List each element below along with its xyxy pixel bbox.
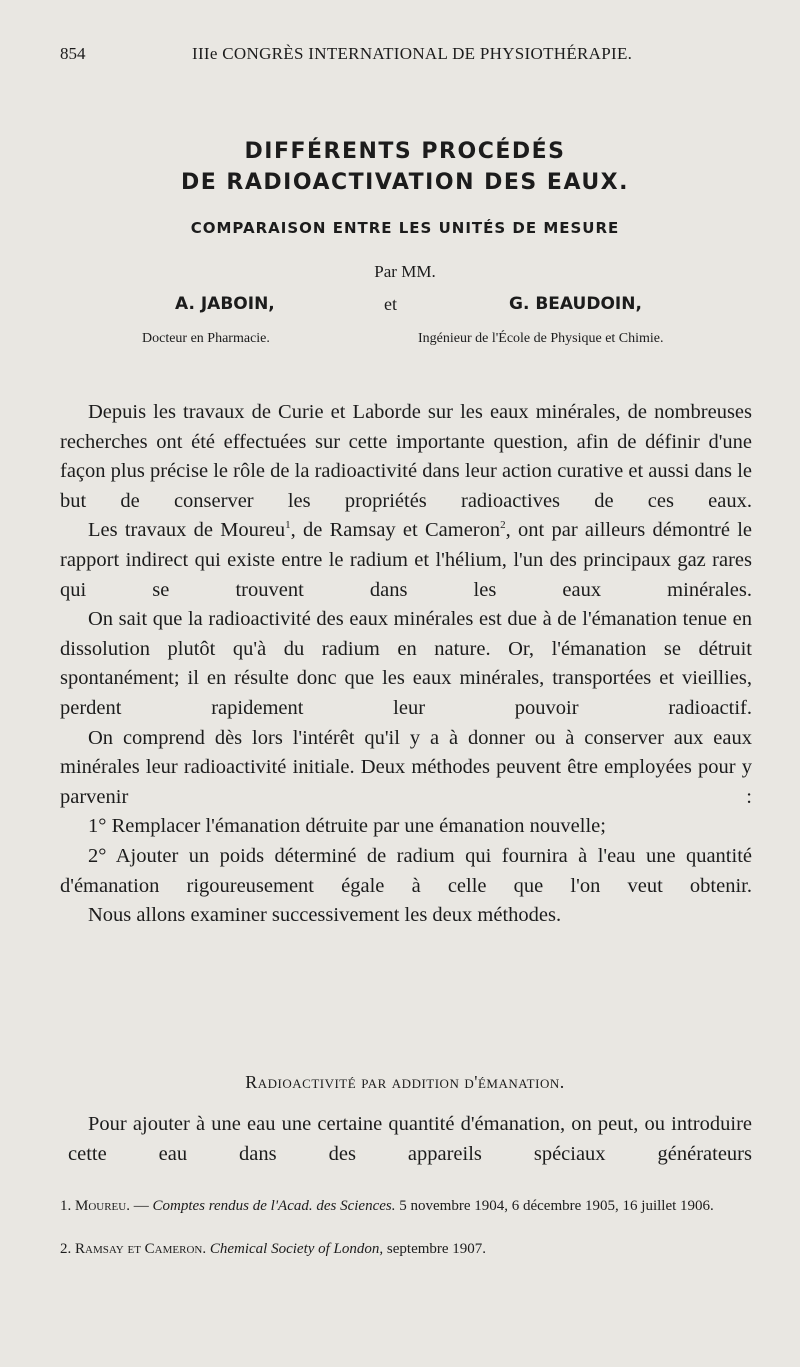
- paragraph-works-part3: , ont par ailleurs démontré le rapport indirect qui existe entre le radium et l'hélium, l'un des principaux gaz rares qui se trouvent dans les eaux minérales.: [60, 519, 753, 601]
- paragraph-method-2: 2° Ajouter un poids déterminé de radium qui fournira à l'eau une quantité d'émanation rigoureusement égale à celle que l'on veut obtenir.: [60, 844, 752, 897]
- running-title: IIIe CONGRÈS INTERNATIONAL DE PHYSIOTHÉRAPIE.: [192, 44, 633, 63]
- running-header: [60, 44, 750, 70]
- author-beaudoin: G. BEAUDOIN,: [509, 294, 642, 314]
- footnote-2-number: 2.: [60, 1241, 72, 1257]
- byline-conjunction: et: [384, 294, 397, 314]
- paragraph-methods: On comprend dès lors l'intérêt qu'il y a à donner ou à conserver aux eaux minérales leur radioactivité initiale. Deux méthodes peuvent être employées pour y parvenir :: [60, 726, 752, 808]
- author-role-jaboin: Docteur en Pharmacie.: [142, 331, 270, 346]
- paragraph-works-part1: Les travaux de Moureu: [88, 519, 286, 542]
- footnote-ref-1: 1: [285, 519, 291, 532]
- footnote-2: [60, 1239, 750, 1259]
- paragraph-works-part2: , de Ramsay et Cameron: [290, 519, 501, 542]
- footnote-1-details: 5 novembre 1904, 6 décembre 1905, 16 juillet 1906.: [399, 1198, 714, 1214]
- article-title-line-1: DIFFÉRENTS PROCÉDÉS: [244, 139, 566, 164]
- paragraph-examine: Nous allons examiner successivement les deux méthodes.: [88, 904, 562, 927]
- section-body: [68, 1110, 752, 1169]
- paragraph-intro: Depuis les travaux de Curie et Laborde sur les eaux minérales, de nombreuses recherches ont été effectuées sur cette importante question, afin de définir d'une façon plus précise le rôle de la radioactivité dans leur action curative et aussi dans le but de conserver les propriétés radioactives de ces eaux.: [60, 401, 752, 512]
- footnote-2-author: Ramsay et Cameron.: [75, 1241, 207, 1257]
- byline-par: Par MM.: [374, 262, 436, 281]
- section-heading: Radioactivité par addition d'émanation.: [245, 1072, 565, 1092]
- paragraph-section-1: Pour ajouter à une eau une certaine quantité d'émanation, on peut, ou introduire cette eau dans des appareils spéciaux générateurs: [68, 1113, 752, 1165]
- paragraph-method-1: 1° Remplacer l'émanation détruite par une émanation nouvelle;: [88, 815, 606, 838]
- author-role-beaudoin: Ingénieur de l'École de Physique et Chimie.: [418, 331, 664, 346]
- footnote-1: [60, 1196, 750, 1216]
- paragraph-emanation: On sait que la radioactivité des eaux minérales est due à de l'émanation tenue en dissolution plutôt qu'à du radium en nature. Or, l'émanation se détruit spontanément; il en résulte donc que les eaux minérales, transportées et vieillies, perdent rapidement leur pouvoir radioactif.: [60, 608, 752, 719]
- footnote-1-number: 1.: [60, 1198, 72, 1214]
- footnote-1-dash: —: [133, 1198, 149, 1214]
- footnote-1-author: Moureu.: [75, 1198, 130, 1214]
- author-jaboin: A. JABOIN,: [175, 294, 275, 314]
- page-number: 854: [60, 44, 86, 63]
- footnote-2-details: septembre 1907.: [386, 1241, 487, 1257]
- article-body: [60, 398, 752, 931]
- article-title-line-2: DE RADIOACTIVATION DES EAUX.: [180, 170, 629, 195]
- footnote-1-work: Comptes rendus de l'Acad. des Sciences.: [152, 1198, 396, 1214]
- paragraph-works: [60, 516, 752, 605]
- article-subtitle: COMPARAISON ENTRE LES UNITÉS DE MESURE: [190, 219, 620, 237]
- footnote-ref-2: 2: [500, 519, 506, 532]
- footnote-2-work: Chemical Society of London,: [209, 1241, 384, 1257]
